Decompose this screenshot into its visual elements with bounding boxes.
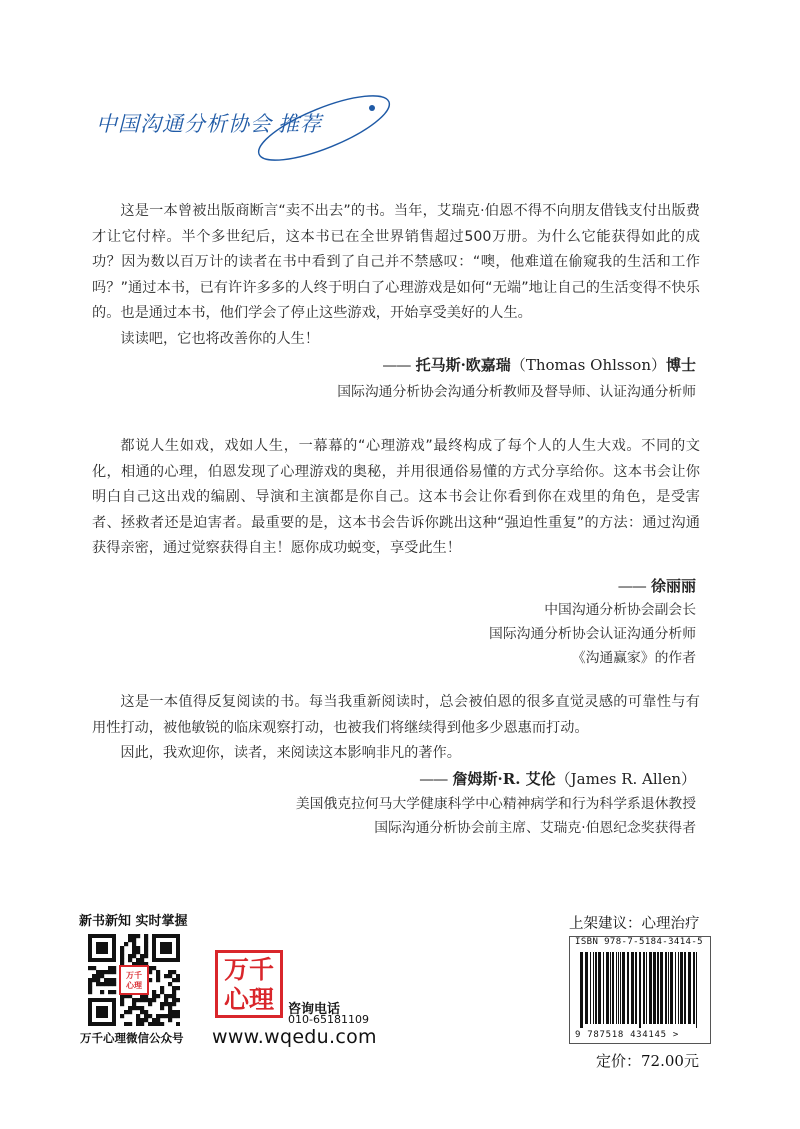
logo-top-text: 万千 (223, 955, 274, 984)
endorsement-1-roles (337, 380, 696, 404)
publisher-header (96, 100, 416, 160)
publisher-logo (215, 950, 283, 1018)
role-line: 中国沟通分析协会副会长 (544, 602, 696, 618)
endorsement-3-body (92, 690, 700, 767)
role-line: 美国俄克拉何马大学健康科学中心精神病学和行为科学系退休教授 (295, 796, 696, 812)
endorsement-1-body (92, 199, 700, 352)
qr-code-icon[interactable] (88, 934, 180, 1026)
signature-name: 托马斯·欧嘉瑞 (415, 356, 511, 374)
logo-bottom-text: 心理 (223, 985, 274, 1014)
endorsement-1-signature (382, 354, 696, 375)
hotline-label: 咨询电话 (288, 1002, 341, 1017)
endorsement-paragraph: 因此，我欢迎你，读者，来阅读这本影响非凡的著作。 (120, 745, 461, 761)
barcode-digits: 9 787518 434145 > (575, 1030, 680, 1040)
price: 定价：72.00元 (596, 1052, 699, 1070)
endorsement-2-body (92, 434, 700, 562)
signature-title: 博士 (665, 356, 696, 374)
qr-badge-text: 心理 (126, 981, 142, 990)
qr-badge-text: 万千 (126, 971, 142, 980)
website-link[interactable]: www.wqedu.com (212, 1026, 377, 1048)
endorsement-paragraph: 这是一本曾被出版商断言“卖不出去”的书。当年，艾瑞克·伯恩不得不向朋友借钱支付出版费才让它付梓。半个多世纪后，这本书已在全世界销售超过500万册。为什么它能获得如此的成功？因为数以百万计的读者在书中看到了自己并不禁感叹：“噢，他难道在偷窥我的生活和工作吗？”通过本书，已有许许多多的人终于明白了心理游戏是如何“无端”地让自己的生活变得不快乐的。也是通过本书，他们学会了停止这些游戏，开始享受美好的人生。 (92, 203, 700, 321)
role-line: 国际沟通分析协会认证沟通分析师 (489, 626, 696, 642)
signature-name: 詹姆斯·R. 艾伦 (452, 770, 556, 788)
endorsement-3-roles (296, 792, 696, 840)
endorsement-3-signature (419, 768, 696, 789)
signature-name: 徐丽丽 (650, 577, 696, 595)
barcode-icon (578, 952, 702, 1028)
endorsement-2-roles (489, 598, 696, 670)
isbn-text: ISBN 978-7-5184-3414-5 (575, 937, 704, 947)
shelving-category: 上架建议：心理治疗 (569, 916, 700, 932)
signature-english-name: （Thomas Ohlsson） (510, 356, 666, 374)
signature-dash: —— (419, 770, 448, 788)
signature-dash: —— (617, 577, 646, 595)
header-org: 中国沟通分析协会 (96, 112, 272, 136)
role-line: 《沟通赢家》的作者 (571, 650, 696, 666)
header-recommend: 推荐 (278, 112, 322, 136)
endorsement-paragraph: 读读吧，它也将改善你的人生！ (120, 330, 320, 347)
signature-dash: —— (382, 356, 411, 374)
header-title (96, 108, 322, 138)
endorsement-paragraph: 都说人生如戏，戏如人生，一幕幕的“心理游戏”最终构成了每个人的人生大戏。不同的文化，相通的心理，伯恩发现了心理游戏的奥秘，并用很通俗易懂的方式分享给你。这本书会让你明白自己这出戏的编剧、导演和主演都是你自己。这本书会让你看到你在戏里的角色，是受害者、拯救者还是迫害者。最重要的是，这本书会告诉你跳出这种“强迫性重复”的方法：通过沟通获得亲密，通过觉察获得自主！愿你成功蜕变，享受此生！ (92, 438, 700, 556)
signature-english-name: （James R. Allen） (555, 770, 696, 788)
role-line: 国际沟通分析协会沟通分析教师及督导师、认证沟通分析师 (337, 384, 696, 400)
role-line: 国际沟通分析协会前主席、艾瑞克·伯恩纪念奖获得者 (374, 820, 696, 836)
qr-title: 新书新知 实时掌握 (79, 914, 188, 929)
endorsement-2-signature (618, 575, 696, 596)
hotline-number: 010-65181109 (288, 1013, 369, 1026)
endorsement-paragraph: 这是一本值得反复阅读的书。每当我重新阅读时，总会被伯恩的很多直觉灵感的可靠性与有用性打动，被他敏锐的临床观察打动，也被我们将继续得到他多少恩惠而打动。 (92, 694, 700, 736)
qr-caption: 万千心理微信公众号 (80, 1031, 184, 1045)
